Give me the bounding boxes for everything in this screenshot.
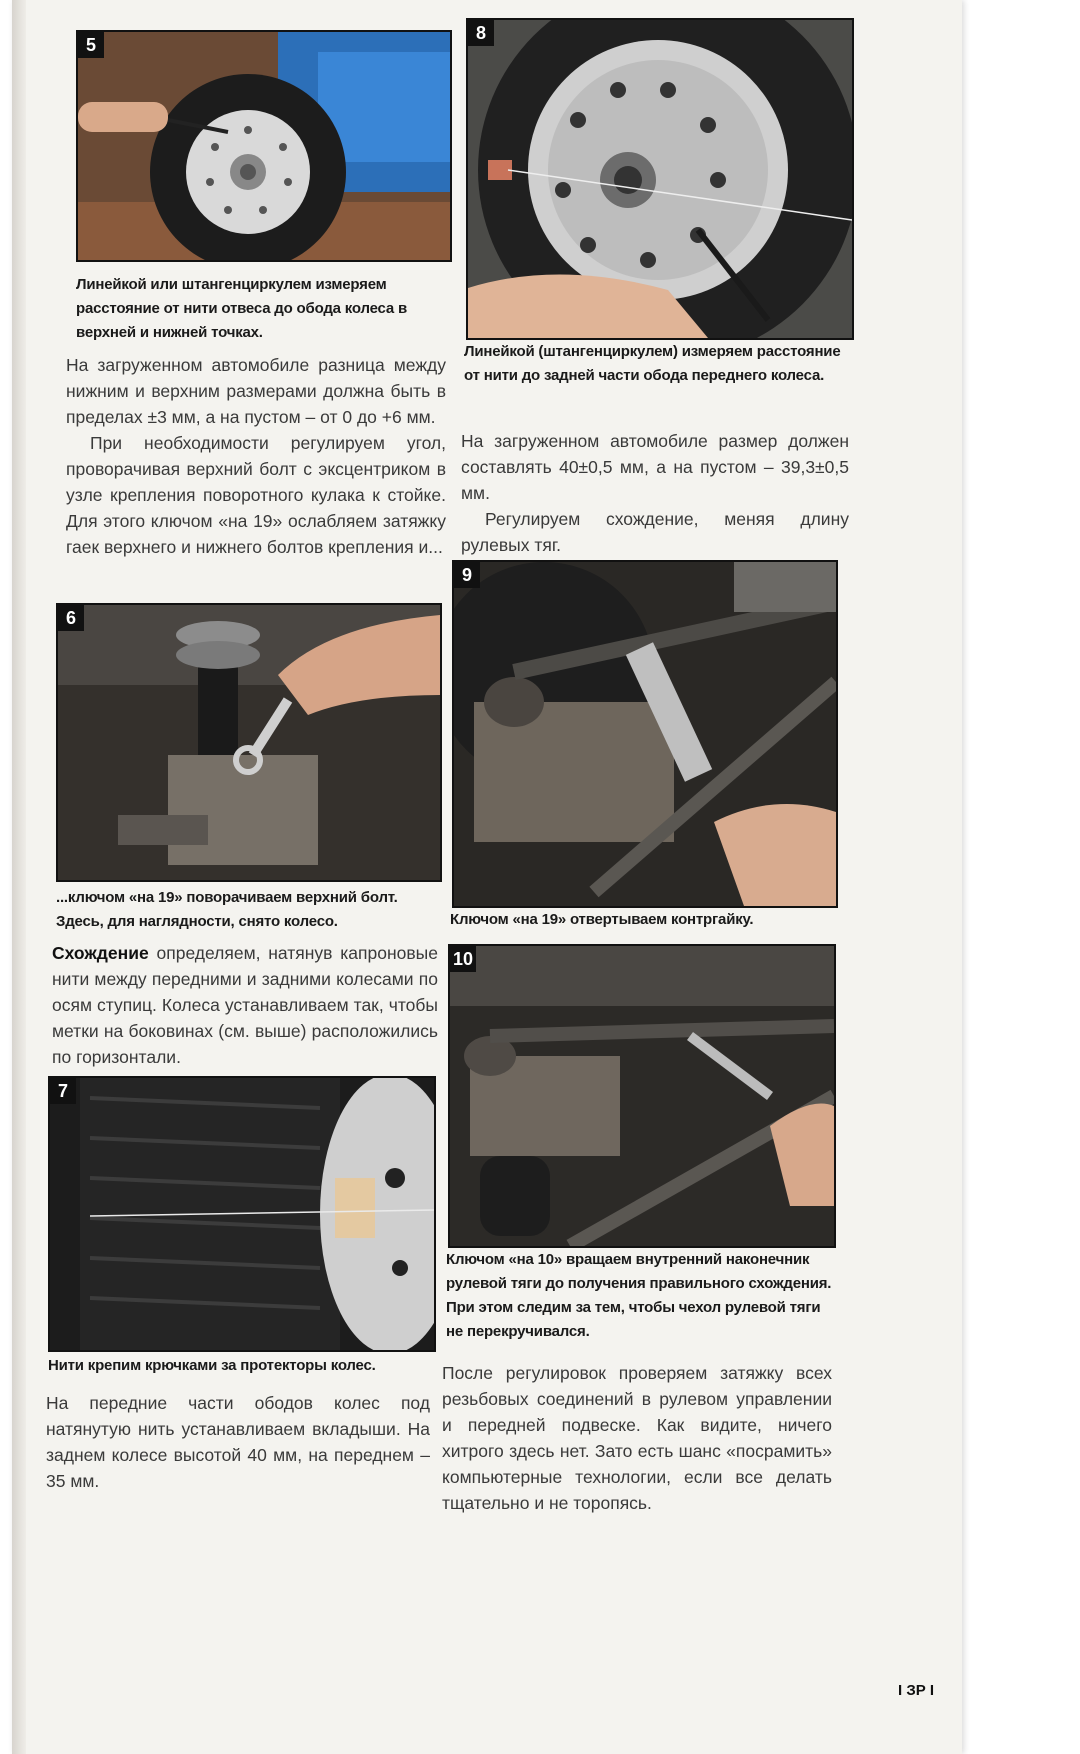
text-block-3-para-1 — [52, 940, 438, 1070]
caption-photo-6: ...ключом «на 19» поворачиваем верхний болт. Здесь, для наглядности, снято колесо. — [56, 889, 398, 930]
photo-9-number: 9 — [454, 562, 480, 588]
text-block-4-para-1: На передние части ободов колес под натянутую нить устанавливаем вкладыши. На заднем колесе высотой 40 мм, на переднем – 35 мм. — [46, 1393, 430, 1491]
photo-7-thread-on-tread — [48, 1076, 436, 1352]
photo-5-image — [78, 32, 450, 260]
photo-9-lock-nut-wrench — [452, 560, 838, 908]
page-spine — [12, 0, 26, 1754]
text-block-3-rest: определяем, натянув капроновые нити между передними и задними колесами по осям ступиц. Колеса устанавливаем так, чтобы метки на боковинах (см. выше) расположились по горизонтали. — [52, 943, 438, 1067]
photo-6-image — [58, 605, 440, 880]
text-block-2-para-2: Регулируем схождение, меняя длину рулевых тяг. — [461, 509, 849, 555]
caption-photo-7: Нити крепим крючками за протекторы колес. — [48, 1357, 376, 1374]
photo-8-rear-rim-measure — [466, 18, 854, 340]
text-block-4 — [46, 1390, 430, 1494]
text-block-1 — [66, 352, 446, 560]
photo-5-number: 5 — [78, 32, 104, 58]
text-block-1-para-2: При необходимости регулируем угол, проворачивая верхний болт с эксцентриком в узле крепления поворотного кулака к стойке. Для этого ключом «на 19» ослабляем затяжку гаек верхнего и нижнего болтов крепления и... — [66, 433, 446, 557]
text-block-1-para-1: На загруженном автомобиле разница между нижним и верхним размерами должна быть в пределах ±3 мм, а на пустом – от 0 до +6 мм. — [66, 355, 446, 427]
text-block-2-para-1: На загруженном автомобиле размер должен составлять 40±0,5 мм, а на пустом – 39,3±0,5 мм. — [461, 431, 849, 503]
photo-10-number: 10 — [450, 946, 476, 972]
photo-6-number: 6 — [58, 605, 84, 631]
text-block-3 — [52, 940, 438, 1070]
caption-photo-10: Ключом «на 10» вращаем внутренний наконечник рулевой тяги до получения правильного схождения. При этом следим за тем, чтобы чехол рулевой тяги не перекручивался. — [446, 1251, 832, 1340]
term-convergence: Схождение — [52, 943, 149, 963]
text-block-5-para-1: После регулировок проверяем затяжку всех резьбовых соединений в рулевом управлении и передней подвеске. Как видите, ничего хитрого здесь нет. Зато есть шанс «посрамить» компьютерные технологии, если все делать тщательно и не торопясь. — [442, 1363, 832, 1513]
photo-8-image — [468, 20, 852, 338]
photo-6-upper-bolt-wrench — [56, 603, 442, 882]
caption-photo-9: Ключом «на 19» отвертываем контргайку. — [450, 911, 754, 928]
photo-5-wheel-plumb-measure — [76, 30, 452, 262]
photo-8-number: 8 — [468, 20, 494, 46]
photo-10-inner-tie-rod-end — [448, 944, 836, 1248]
text-block-5 — [442, 1360, 832, 1516]
photo-7-number: 7 — [50, 1078, 76, 1104]
photo-9-image — [454, 562, 836, 906]
magazine-page — [12, 0, 962, 1754]
page-number-mark: I ЗР I — [898, 1682, 935, 1699]
photo-10-image — [450, 946, 834, 1246]
caption-photo-5: Линейкой или штангенциркулем измеряем расстояние от нити отвеса до обода колеса в верхней и нижней точках. — [76, 276, 408, 341]
caption-photo-8: Линейкой (штангенциркулем) измеряем расстояние от нити до задней части обода переднего колеса. — [464, 343, 841, 384]
text-block-2 — [461, 428, 849, 558]
photo-7-image — [50, 1078, 434, 1350]
